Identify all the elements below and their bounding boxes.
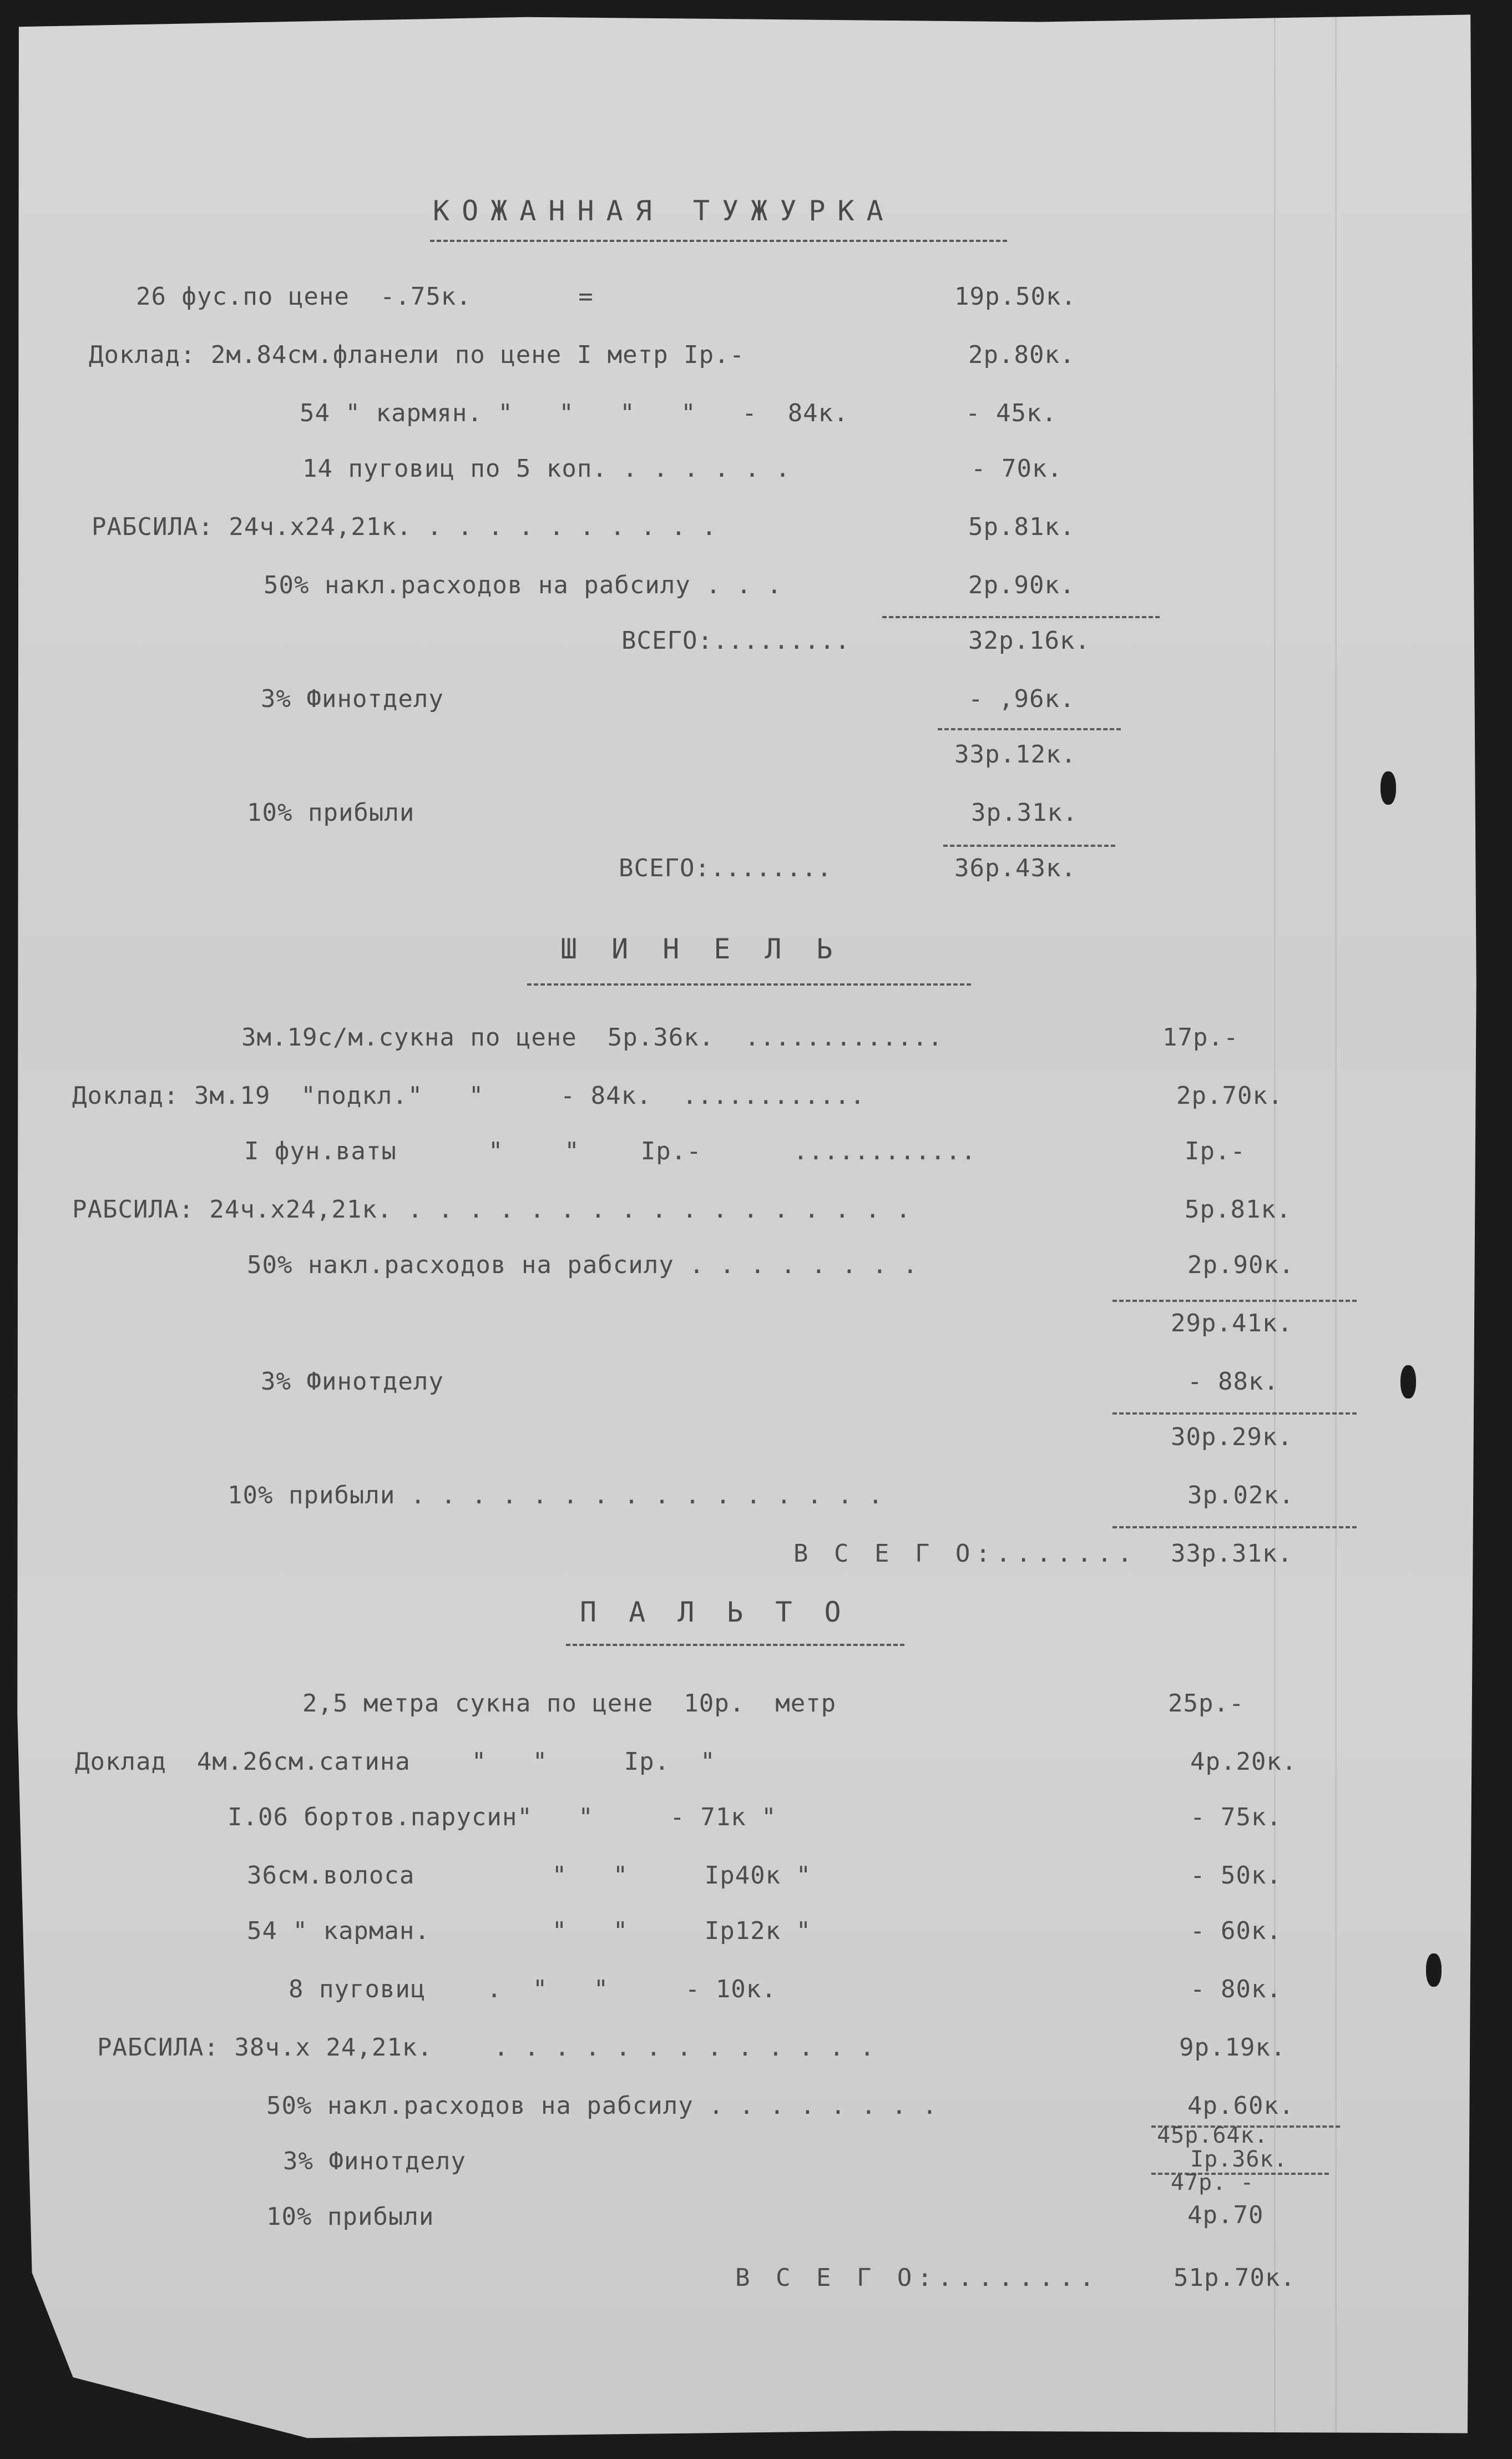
item-label: 10% прибыли — [266, 2203, 434, 2231]
section-title: КОЖАННАЯ ТУЖУРКА — [433, 195, 896, 227]
item-amount: - 45к. — [965, 399, 1057, 427]
item-amount: 9р.19к. — [1179, 2033, 1286, 2062]
item-label: 26 фус.по цене -.75к. = — [136, 282, 594, 311]
item-label: Доклад: 2м.84см.фланели по цене I метр Iр.- — [89, 341, 745, 369]
item-label: 36см.волоса " " Iр40к " — [247, 1861, 812, 1890]
item-amount: 2р.90к. — [968, 571, 1075, 599]
item-label: 2,5 метра сукна по цене 10р. метр — [302, 1689, 837, 1718]
item-amount: 19р.50к. — [954, 282, 1076, 311]
section-title: ШИНЕЛЬ — [560, 933, 867, 965]
item-label: 50% накл.расходов на рабсилу . . . . . . . . — [266, 2092, 938, 2120]
total-label: В С Е Г О:....... — [793, 1539, 1138, 1568]
punch-hole — [1426, 1953, 1442, 1987]
item-label: Доклад 4м.26см.сатина " " Iр. " — [75, 1748, 716, 1776]
total-amount: 32р.16к. — [968, 627, 1090, 655]
sum-rule — [943, 845, 1115, 847]
item-amount: - 80к. — [1190, 1975, 1282, 2003]
item-amount: Iр.36к. — [1190, 2147, 1288, 2172]
sum-rule — [1112, 1300, 1357, 1302]
title-underline — [566, 1644, 904, 1646]
total-amount: 51р.70к. — [1174, 2264, 1296, 2292]
item-amount: 3р.31к. — [971, 799, 1078, 827]
item-amount: - 88к. — [1187, 1367, 1279, 1396]
item-label: 54 " карман. " " Iр12к " — [247, 1917, 812, 1945]
total-amount: 33р.31к. — [1171, 1539, 1293, 1568]
item-amount: - ,96к. — [968, 685, 1075, 713]
item-amount: 2р.80к. — [968, 341, 1075, 369]
total-label: В С Е Г О:........ — [735, 2264, 1100, 2292]
item-label: 3% Финотделу — [261, 685, 444, 713]
item-amount: - 75к. — [1190, 1803, 1282, 1831]
subtotal-amount: 45р.64к. — [1157, 2123, 1268, 2148]
item-amount: 2р.70к. — [1176, 1082, 1283, 1110]
item-label: 3м.19с/м.сукна по цене 5р.36к. ............. — [241, 1023, 943, 1052]
item-label: 54 " кармян. " " " " - 84к. — [300, 399, 864, 427]
item-amount: 25р.- — [1168, 1689, 1245, 1718]
subtotal-amount: 29р.41к. — [1171, 1309, 1293, 1337]
subtotal-amount: 30р.29к. — [1171, 1423, 1293, 1451]
item-label: 8 пуговиц . " " - 10к. — [289, 1975, 777, 2003]
item-label: 10% прибыли — [247, 799, 415, 827]
item-amount: 17р.- — [1162, 1023, 1239, 1052]
item-amount: - 50к. — [1190, 1861, 1282, 1890]
paper-fold — [1335, 12, 1337, 2443]
item-amount: 4р.60к. — [1187, 2092, 1294, 2120]
punch-hole — [1380, 771, 1396, 805]
item-amount: 4р.20к. — [1190, 1748, 1297, 1776]
sum-rule — [1112, 1526, 1357, 1528]
total-label: ВСЕГО:........ — [619, 854, 832, 882]
subtotal-amount: 47р. - — [1171, 2170, 1255, 2195]
item-amount: Iр.- — [1185, 1137, 1246, 1165]
item-label: 3% Финотделу — [283, 2147, 466, 2175]
title-underline — [430, 240, 1007, 242]
item-label: 50% накл.расходов на рабсилу . . . . . . . . — [247, 1251, 918, 1279]
title-underline — [527, 983, 971, 986]
item-label: 14 пуговиц по 5 коп. . . . . . . — [302, 455, 791, 483]
item-label: 50% накл.расходов на рабсилу . . . — [264, 571, 782, 599]
sum-rule — [938, 728, 1121, 730]
subtotal-amount: 33р.12к. — [954, 740, 1076, 769]
punch-hole — [1400, 1365, 1416, 1398]
item-label: Доклад: 3м.19 "подкл." " - 84к. ............ — [72, 1082, 866, 1110]
item-label: I фун.ваты " " Iр.- ............ — [244, 1137, 977, 1165]
item-amount: 5р.81к. — [1185, 1195, 1292, 1224]
item-amount: 3р.02к. — [1187, 1481, 1294, 1509]
item-amount: 4р.70 — [1187, 2201, 1264, 2229]
item-amount: 5р.81к. — [968, 513, 1075, 541]
item-amount: - 60к. — [1190, 1917, 1282, 1945]
item-amount: 2р.90к. — [1187, 1251, 1294, 1279]
item-label: I.06 бортов.парусин" " - 71к " — [227, 1803, 777, 1831]
paper-sheet — [14, 12, 1479, 2443]
section-title: ПАЛЬТО — [580, 1596, 873, 1628]
item-label: РАБСИЛА: 24ч.х24,21к. . . . . . . . . . . — [92, 513, 717, 541]
item-label: РАБСИЛА: 38ч.х 24,21к. . . . . . . . . . . . . . — [97, 2033, 876, 2062]
paper-fold — [1274, 12, 1276, 2443]
sum-rule — [1112, 1412, 1357, 1415]
item-label: РАБСИЛА: 24ч.х24,21к. . . . . . . . . . . . . . . . . . — [72, 1195, 911, 1224]
total-label: ВСЕГО:......... — [621, 627, 851, 655]
item-amount: - 70к. — [971, 455, 1063, 483]
sum-rule — [882, 616, 1160, 618]
item-label: 3% Финотделу — [261, 1367, 444, 1396]
item-label: 10% прибыли . . . . . . . . . . . . . . . . — [227, 1481, 884, 1509]
total-amount: 36р.43к. — [954, 854, 1076, 882]
